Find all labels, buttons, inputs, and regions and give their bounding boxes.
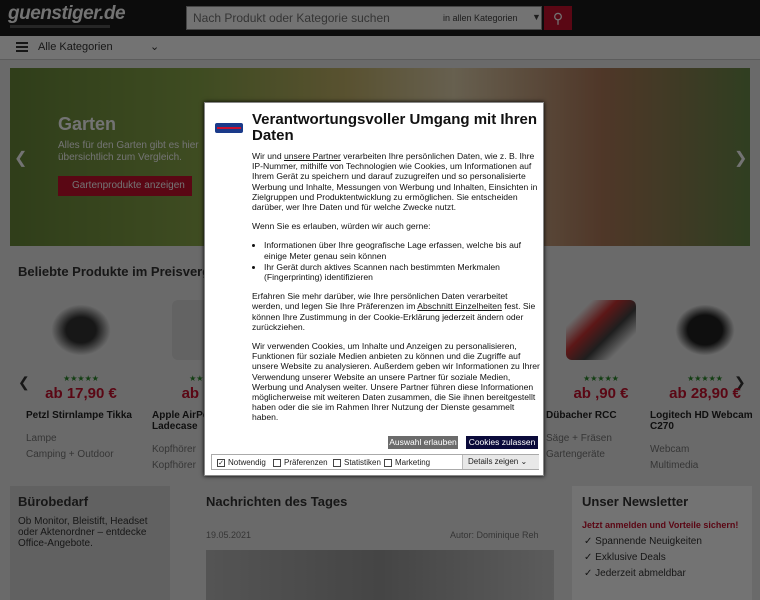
allow-all-cookies-button[interactable]: Cookies zulassen	[466, 436, 538, 449]
consent-paragraph: Erfahren Sie mehr darüber, wie Ihre persönlichen Daten verarbeitet werden, und legen Sie Ihre Präferenzen im Abschnitt Einzelheiten fest. Sie können Ihre Zustimmung in der Cookie-Erklärung jederzeit ändern oder zurückziehen.	[252, 291, 536, 332]
checkbox-statistics[interactable]: Statistiken	[333, 458, 381, 467]
list-item: • Informationen über Ihre geografische Lage erfassen, welche bis auf einige Meter genau sein können	[264, 240, 540, 260]
allow-selection-button[interactable]: Auswahl erlauben	[389, 437, 457, 447]
cookie-category-bar	[211, 454, 539, 470]
chevron-down-icon: ⌄	[520, 457, 528, 466]
consent-paragraph: Wir und unsere Partner verarbeiten Ihre persönlichen Daten, wie z. B. Ihre IP-Nummer, mithilfe von Technologien wie Cookies, um Informationen auf Ihrem Gerät zu speichern und darauf zuzugreifen und so personalisierte Werbung und Inhalte, Messungen von Werbung und Inhalten, Einsichten in Zielgruppen und Produktentwicklung zu ermöglichen. Sie entscheiden darüber, wer Ihre Daten und für welche Zwecke nutzt.	[252, 151, 538, 213]
brand-logo-icon	[215, 123, 243, 133]
partners-link[interactable]: unsere Partner	[284, 151, 341, 161]
consent-body	[252, 151, 540, 432]
checkbox-icon	[384, 459, 392, 467]
consent-title: Verantwortungsvoller Umgang mit Ihren Daten	[252, 111, 538, 144]
show-details-button[interactable]: Details zeigen ⌄	[462, 455, 539, 469]
checkbox-preferences[interactable]: Präferenzen	[273, 458, 328, 467]
checkbox-icon	[273, 459, 281, 467]
checkbox-marketing[interactable]: Marketing	[384, 458, 430, 467]
cookie-consent-dialog	[204, 102, 544, 476]
checkbox-checked-icon: ✓	[218, 459, 224, 467]
checkbox-icon	[333, 459, 341, 467]
list-item: • Ihr Gerät durch aktives Scannen nach bestimmten Merkmalen (Fingerprinting) identifizieren	[264, 262, 540, 282]
consent-paragraph: Wenn Sie es erlauben, würden wir auch gerne:	[252, 221, 431, 232]
consent-list	[264, 240, 540, 282]
consent-paragraph: Wir verwenden Cookies, um Inhalte und Anzeigen zu personalisieren, Funktionen für soziale Medien anbieten zu können und die Zugriffe auf unsere Website zu analysieren. Außerdem geben wir Informationen zu Ihrer Verwendung unserer Website an unsere Partner für soziale Medien, Werbung und Analysen weiter. Unsere Partner führen diese Informationen möglicherweise mit weiteren Daten zusammen, die Sie ihnen bereitgestellt haben oder die sie im Rahmen Ihrer Nutzung der Dienste gesammelt haben.	[252, 341, 540, 423]
checkbox-necessary[interactable]: ✓ Notwendig	[218, 458, 266, 467]
details-section-link[interactable]: Abschnitt Einzelheiten	[417, 301, 502, 312]
